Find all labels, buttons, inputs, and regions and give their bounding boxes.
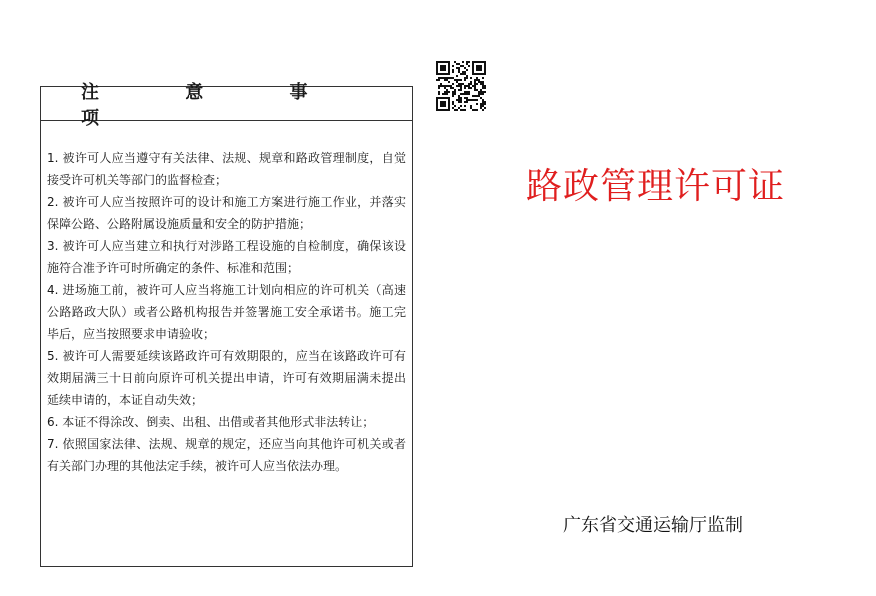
permit-title: 路政管理许可证 <box>526 166 786 207</box>
notice-item-6: 6. 本证不得涂改、倒卖、出租、出借或者其他形式非法转让； <box>47 415 375 429</box>
notice-item-2: 2. 被许可人应当按照许可的设计和施工方案进行施工作业，并落实保障公路、公路附属设施质量和安全的防护措施； <box>47 195 406 231</box>
notice-item-4: 4. 进场施工前，被许可人应当将施工计划向相应的许可机关（高速公路路政大队）或者公路机构报告并签署施工安全承诺书。施工完毕后，应当按照要求申请验收； <box>47 283 406 341</box>
qr-code-icon <box>436 61 486 111</box>
notice-panel <box>40 81 413 567</box>
notice-item-7: 7. 依照国家法律、法规、规章的规定，还应当向其他许可机关或者有关部门办理的其他法定手续，被许可人应当依法办理。 <box>47 437 406 473</box>
notice-heading: 注 意 事 项 <box>41 87 412 121</box>
notice-item-1: 1. 被许可人应当遵守有关法律、法规、规章和路政管理制度，自觉接受许可机关等部门的监督检查； <box>47 151 406 187</box>
notice-item-3: 3. 被许可人应当建立和执行对涉路工程设施的自检制度，确保该设施符合准予许可时所确定的条件、标准和范围； <box>47 239 406 275</box>
notice-list <box>41 121 412 477</box>
issuer-label: 广东省交通运输厅监制 <box>563 515 743 536</box>
notice-item-5: 5. 被许可人需要延续该路政许可有效期限的，应当在该路政许可有效期届满三十日前向原许可机关提出申请，许可有效期届满未提出延续申请的，本证自动失效； <box>47 349 406 407</box>
